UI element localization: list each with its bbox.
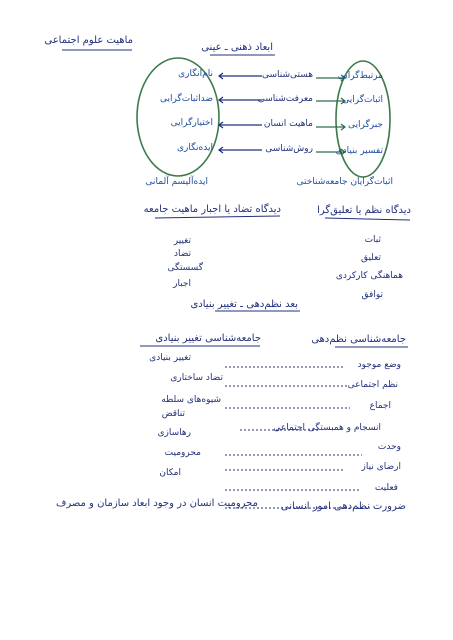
s3-right-item-3: انسجام و همبستگی اجتماعی — [273, 423, 381, 433]
s3-left-item-5: محرومیت — [164, 448, 201, 458]
s1-middle-item-1: معرفت‌شناسی — [257, 94, 313, 104]
s1-right-item-3: تفسیر بنیادی — [335, 146, 383, 156]
s3-left-item-2: شیوه‌های سلطه — [161, 395, 221, 405]
s2-left-item-2: گسستگی — [167, 263, 203, 273]
s1-right-caption: اثبات‌گرایان جامعه‌شناختی — [296, 177, 393, 187]
s3-footer-left: محرومیت انسان در وجود ابعاد سازمان و مصرف — [55, 498, 258, 509]
s3-right-item-1: نظم اجتماعی — [347, 380, 398, 390]
s3-left-item-3: تناقض — [161, 409, 185, 419]
s3-left-item-4: رهاسازی — [157, 428, 191, 438]
s2-left-item-3: اجبار — [173, 279, 191, 289]
s3-left-item-6: امکان — [159, 468, 181, 478]
s1-left-item-2: اختیارگرایی — [170, 118, 213, 128]
s3-right-item-2: اجماع — [369, 401, 391, 411]
s3-right-item-5: ارضای نیاز — [361, 462, 401, 472]
s1-middle-item-0: هستی‌شناسی — [261, 70, 313, 80]
s1-heading: ابعاد ذهنی ـ عینی — [201, 42, 273, 53]
s1-middle-item-3: روش‌شناسی — [265, 144, 313, 154]
s1-left-item-1: ضداثبات‌گرایی — [159, 94, 213, 104]
s2-right-underline — [325, 218, 410, 220]
s1-left-item-3: ایده‌نگاری — [176, 143, 213, 153]
s1-middle-item-2: ماهیت انسان — [263, 119, 313, 129]
s2-heading-right: دیدگاه نظم یا تعلیق‌گرا — [317, 205, 411, 216]
s3-footer-right: ضرورت نظم‌دهی امور انسانی — [280, 501, 406, 512]
s3-right-item-4: وحدت — [377, 442, 401, 452]
s1-left-caption: ایده‌آلیسم آلمانی — [145, 177, 208, 187]
page-title: ماهیت علوم اجتماعی — [44, 35, 133, 46]
s2-right-item-2: هماهنگی کارکردی — [335, 271, 403, 281]
s1-left-item-0: نام‌انگاری — [178, 69, 213, 79]
s2-right-item-1: تعلیق — [360, 253, 381, 263]
s3-heading: بعد نظم‌دهی ـ تغییر بنیادی — [190, 299, 298, 310]
s3-left-item-1: تضاد ساختاری — [170, 373, 223, 383]
s2-left-item-1: تضاد — [173, 249, 191, 259]
s3-heading-left: جامعه‌شناسی تغییر بنیادی — [155, 333, 261, 344]
s2-heading-left: دیدگاه تضاد یا اجبار ماهیت جامعه — [143, 204, 281, 215]
s2-right-item-0: ثبات — [364, 235, 381, 245]
s1-right-item-1: اثبات‌گرایی — [342, 95, 383, 105]
s3-right-item-0: وضع موجود — [357, 360, 401, 370]
s2-left-underline — [155, 216, 280, 218]
s1-right-item-0: مرتبط‌گرایی — [337, 71, 383, 81]
s3-heading-right: جامعه‌شناسی نظم‌دهی — [311, 334, 406, 345]
s3-left-item-0: تغییر بنیادی — [149, 353, 191, 363]
s3-right-item-6: فعلیت — [374, 483, 398, 493]
s2-left-item-0: تغییر — [173, 236, 191, 246]
s2-right-item-3: توافق — [361, 290, 383, 300]
left-arrows — [219, 73, 262, 153]
s1-right-item-2: جبرگرایی — [347, 120, 383, 130]
